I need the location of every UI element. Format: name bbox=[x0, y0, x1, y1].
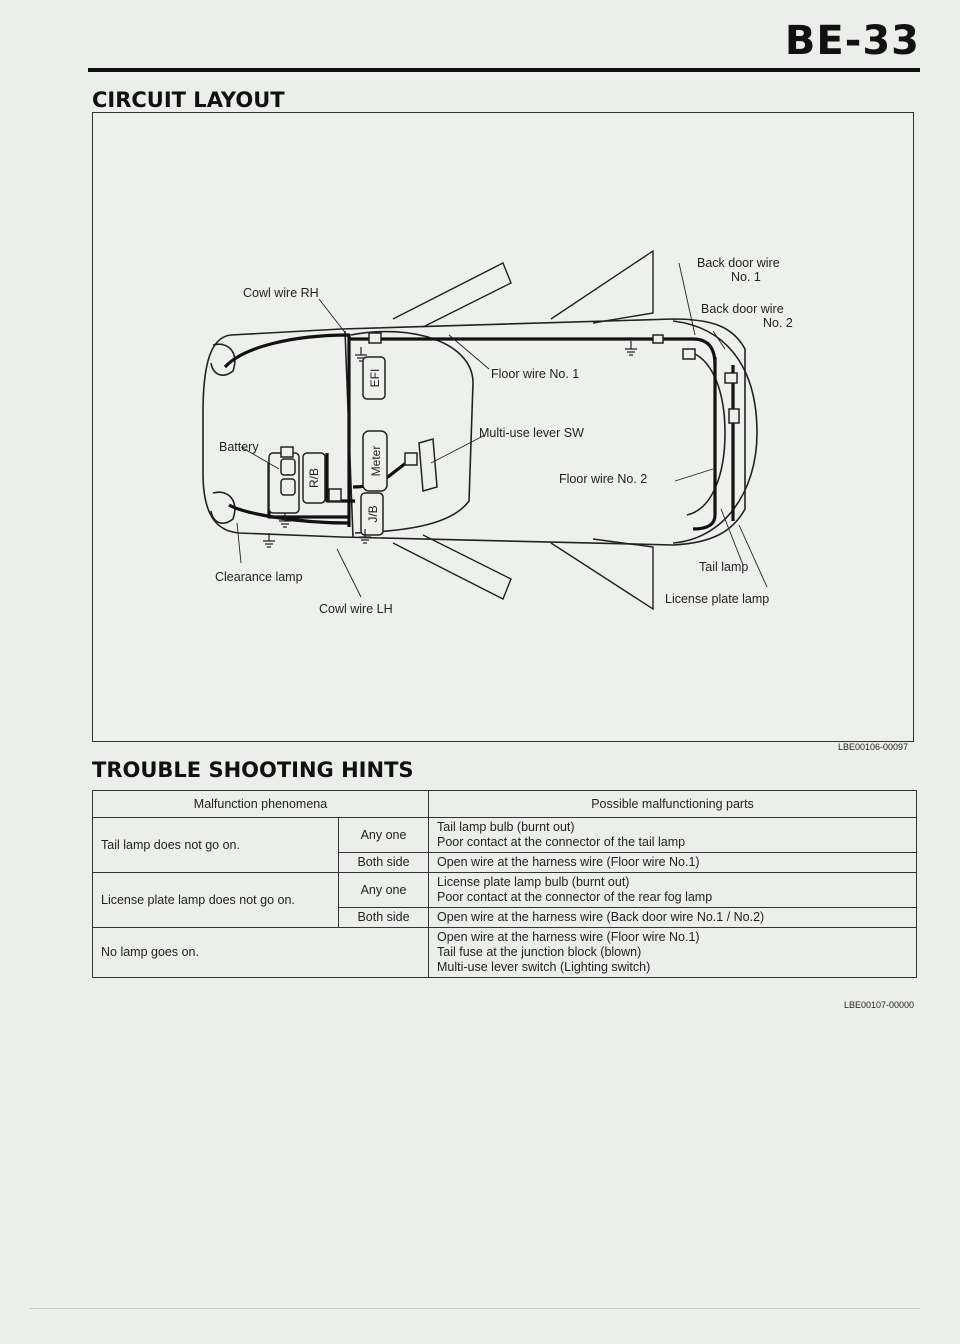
label-multi-use-lever-sw: Multi-use lever SW bbox=[479, 426, 584, 440]
parts-cell bbox=[429, 818, 917, 853]
circuit-layout-figure-code: LBE00106-00097 bbox=[838, 742, 909, 752]
circuit-layout-title: CIRCUIT LAYOUT bbox=[92, 88, 285, 112]
label-clearance-lamp: Clearance lamp bbox=[215, 570, 303, 584]
component-meter-label: Meter bbox=[369, 445, 383, 477]
label-back-door-wire-2: Back door wire bbox=[701, 302, 784, 316]
trouble-shooting-title: TROUBLE SHOOTING HINTS bbox=[92, 758, 414, 782]
circuit-layout-diagram bbox=[92, 112, 914, 742]
component-jb-label: J/B bbox=[366, 505, 380, 523]
header-malfunction-phenomena: Malfunction phenomena bbox=[93, 791, 429, 818]
part-item: Poor contact at the connector of the tail lamp bbox=[437, 835, 686, 849]
label-battery: Battery bbox=[219, 440, 259, 454]
label-floor-wire-1: Floor wire No. 1 bbox=[491, 367, 580, 381]
component-rb-label: R/B bbox=[307, 467, 321, 489]
label-back-door-wire-1-no: No. 1 bbox=[731, 270, 761, 284]
part-item: Tail lamp bulb (burnt out) bbox=[437, 820, 575, 834]
parts-cell bbox=[429, 873, 917, 908]
page-code: BE-33 bbox=[784, 18, 920, 64]
label-tail-lamp: Tail lamp bbox=[699, 560, 749, 574]
trouble-shooting-table bbox=[92, 790, 917, 978]
header-possible-parts: Possible malfunctioning parts bbox=[429, 791, 917, 818]
trouble-table-figure-code: LBE00107-00000 bbox=[844, 1000, 915, 1010]
condition-cell: Any one bbox=[339, 818, 429, 853]
symptom-cell: Tail lamp does not go on. bbox=[93, 818, 339, 873]
part-item: Multi-use lever switch (Lighting switch) bbox=[437, 960, 651, 974]
table-row bbox=[93, 928, 917, 978]
condition-cell: Both side bbox=[339, 908, 429, 928]
header-rule bbox=[88, 68, 920, 72]
symptom-cell: No lamp goes on. bbox=[93, 928, 429, 978]
part-item: Open wire at the harness wire (Floor wire No.1) bbox=[437, 930, 700, 944]
table-row bbox=[93, 818, 917, 853]
label-back-door-wire-1: Back door wire bbox=[697, 256, 780, 270]
label-license-plate-lamp: License plate lamp bbox=[665, 592, 770, 606]
label-cowl-wire-rh: Cowl wire RH bbox=[243, 286, 319, 300]
wiring-diagram-svg bbox=[93, 113, 915, 743]
part-item: Open wire at the harness wire (Back door wire No.1 / No.2) bbox=[437, 910, 765, 924]
table-header-row bbox=[93, 791, 917, 818]
part-item: Poor contact at the connector of the rear fog lamp bbox=[437, 890, 713, 904]
part-item: Tail fuse at the junction block (blown) bbox=[437, 945, 642, 959]
condition-cell: Both side bbox=[339, 853, 429, 873]
part-item: License plate lamp bulb (burnt out) bbox=[437, 875, 630, 889]
footer-rule bbox=[30, 1308, 920, 1309]
label-back-door-wire-2-no: No. 2 bbox=[763, 316, 793, 330]
condition-cell: Any one bbox=[339, 873, 429, 908]
symptom-cell: License plate lamp does not go on. bbox=[93, 873, 339, 928]
table-row bbox=[93, 873, 917, 908]
parts-cell bbox=[429, 853, 917, 873]
component-efi-label: EFI bbox=[368, 368, 382, 388]
label-floor-wire-2: Floor wire No. 2 bbox=[559, 472, 648, 486]
parts-cell bbox=[429, 908, 917, 928]
part-item: Open wire at the harness wire (Floor wire No.1) bbox=[437, 855, 700, 869]
parts-cell bbox=[429, 928, 917, 978]
label-cowl-wire-lh: Cowl wire LH bbox=[319, 602, 393, 616]
